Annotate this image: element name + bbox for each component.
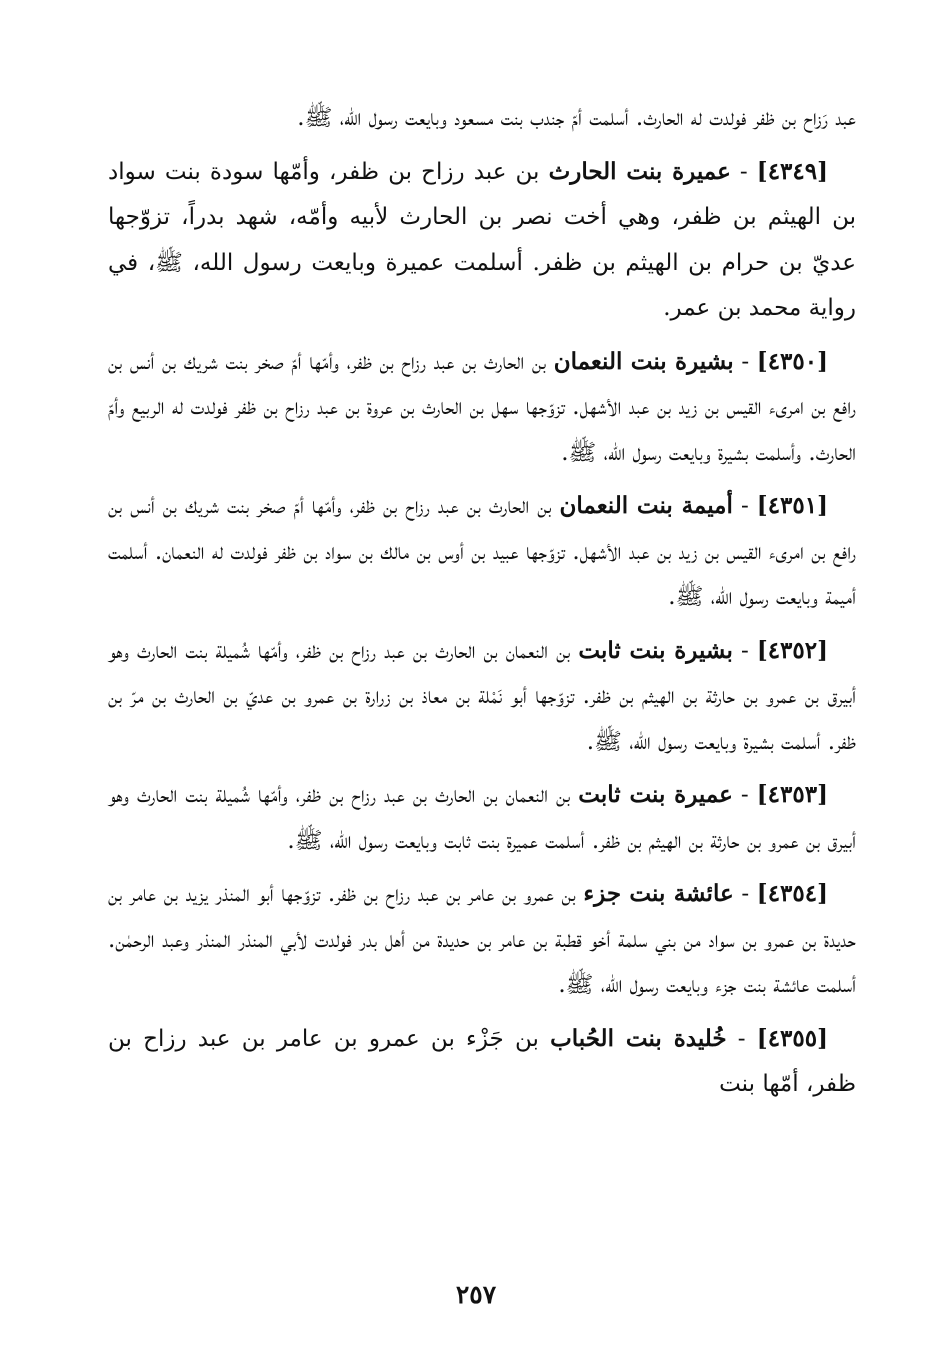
entry-body: بن النعمان بن الحارث بن عبد رزاح بن ظفر، وأمّها شُميلة بنت الحارث وهو أبيرق بن عمرو بن حارثة بن الهيثم بن ظفر. تزوّجها أبو نَمْلة بن معاذ بن زرارة بن عمرو بن عديّ بن الحارث بن مرّ بن ظفر. أسلمت بشيرة وبايعت رسول الله، ﷺ. bbox=[108, 637, 856, 755]
entry-number: [٤٣٥٣] bbox=[756, 781, 828, 808]
entry-number: [٤٣٥٢] bbox=[756, 636, 829, 664]
entry-number: [٤٣٤٩] bbox=[756, 157, 828, 185]
entry-name: عميرة بنت الحارث bbox=[548, 157, 731, 185]
entry-name: عميرة بنت ثابت bbox=[578, 781, 733, 808]
entry-4350: [٤٣٥٠] - بشيرة بنت النعمان بن الحارث بن عبد رزاح بن ظفر، وأمّها أمّ صخر بنت شريك بن أنس بن رافع بن امرىء القيس بن زيد بن عبد الأشهل. تزوّجها سهل بن الحارث بن عروة بن عبد رزاح بن ظفر فولدت له الربيع وأمّ الحارث. وأسلمت بشيرة وبايعت رسول الله، ﷺ. bbox=[108, 347, 856, 466]
entry-4354: [٤٣٥٤] - عائشة بنت جزء بن عمرو بن عامر بن عبد رزاح بن ظفر. تزوّجها أبو المنذر يزيد بن عامر بن حديدة بن عمرو بن سواد من بني سلمة أخو قطبة بن عامر بن حديدة من أهل بدر فولدت لأبي المنذر المنذر وعبد الرحمٰن. أسلمت عائشة بنت جزء وبايعت رسول الله، ﷺ. bbox=[108, 880, 856, 998]
entry-4352: [٤٣٥٢] - بشيرة بنت ثابت بن النعمان بن الحارث بن عبد رزاح بن ظفر، وأمّها شُميلة بنت الحارث وهو أبيرق بن عمرو بن حارثة بن الهيثم بن ظفر. تزوّجها أبو نَمْلة بن معاذ بن زرارة بن عمرو بن عديّ بن الحارث بن مرّ بن ظفر. أسلمت بشيرة وبايعت رسول الله، ﷺ. bbox=[108, 636, 856, 755]
entry-number: [٤٣٥٤] bbox=[756, 880, 828, 907]
entry-name: أميمة بنت النعمان bbox=[559, 492, 733, 519]
entry-body: بن عبد رزاح بن ظفر، وأمّها سودة بنت سواد بن الهيثم بن ظفر، وهي أخت نصر بن الحارث لأبيه وأمّه، شهد بدراً، تزوّجها عديّ بن حرام بن الهيثم بن ظفر. أسلمت عميرة وبايعت رسول الله، ﷺ، في رواية محمد بن عمر. bbox=[108, 158, 856, 321]
entry-name: عائشة بنت جزء bbox=[583, 880, 734, 907]
entry-body: بن عمرو بن عامر بن عبد رزاح بن ظفر. تزوّجها أبو المنذر يزيد بن عامر بن حديدة بن عمرو بن سواد من بني سلمة أخو قطبة بن عامر بن حديدة من أهل بدر فولدت لأبي المنذر المنذر وعبد الرحمٰن. أسلمت عائشة بنت جزء وبايعت رسول الله، ﷺ. bbox=[108, 881, 856, 998]
paragraph-body: عبد رَزاح بن ظفر فولدت له الحارث. أسلمت أمّ جندب بنت مسعود وبايعت رسول الله، ﷺ. bbox=[297, 105, 856, 131]
entry-name: بشيرة بنت ثابت bbox=[578, 636, 733, 664]
entry-body: بن النعمان بن الحارث بن عبد رزاح بن ظفر، وأمّها شُميلة بنت الحارث وهو أبيرق بن عمرو بن حارثة بن الهيثم بن ظفر. أسلمت عميرة بنت ثابت وبايعت رسول الله، ﷺ. bbox=[108, 782, 856, 854]
page-text bbox=[108, 96, 856, 1108]
entry-4355: [٤٣٥٥] - خُليدة بنت الحُباب بن جَزْء بن عمرو بن عامر بن عبد رزاح بن ظفر، أمّها بنت bbox=[108, 1024, 856, 1097]
page-number: ٢٥٧ bbox=[455, 1280, 497, 1309]
entry-4349: [٤٣٤٩] - عميرة بنت الحارث بن عبد رزاح بن ظفر، وأمّها سودة بنت سواد بن الهيثم بن ظفر، وهي أخت نصر بن الحارث لأبيه وأمّه، شهد بدراً، تزوّجها عديّ بن حرام بن الهيثم بن ظفر. أسلمت عميرة وبايعت رسول الله، ﷺ، في رواية محمد بن عمر. bbox=[108, 157, 856, 321]
entry-4353: [٤٣٥٣] - عميرة بنت ثابت بن النعمان بن الحارث بن عبد رزاح بن ظفر، وأمّها شُميلة بنت الحارث وهو أبيرق بن عمرو بن حارثة بن الهيثم بن ظفر. أسلمت عميرة بنت ثابت وبايعت رسول الله، ﷺ. bbox=[108, 781, 856, 854]
entry-4351: [٤٣٥١] - أميمة بنت النعمان بن الحارث بن عبد رزاح بن ظفر، وأمّها أمّ صخر بنت شريك بن أنس بن رافع بن امرىء القيس بن زيد بن عبد الأشهل. تزوّجها عبيد بن أوس بن مالك بن سواد بن ظفر فولدت له النعمان. أسلمت أميمة وبايعت رسول الله، ﷺ. bbox=[108, 492, 856, 610]
entry-name: خُليدة بنت الحُباب bbox=[550, 1024, 727, 1052]
entry-body: بن جَزْء بن عمرو بن عامر بن عبد رزاح بن ظفر، أمّها بنت bbox=[108, 1025, 856, 1097]
paragraph bbox=[108, 96, 856, 142]
entry-number: [٤٣٥٥] bbox=[756, 1024, 828, 1052]
entry-name: بشيرة بنت النعمان bbox=[553, 347, 734, 375]
entry-body: بن الحارث بن عبد رزاح بن ظفر، وأمّها أمّ صخر بنت شريك بن أنس بن رافع بن امرىء القيس بن زيد بن عبد الأشهل. تزوّجها عبيد بن أوس بن مالك بن سواد بن ظفر فولدت له النعمان. أسلمت أميمة وبايعت رسول الله، ﷺ. bbox=[108, 493, 856, 610]
entry-number: [٤٣٥١] bbox=[756, 492, 828, 519]
entry-body: بن الحارث بن عبد رزاح بن ظفر، وأمّها أمّ صخر بنت شريك بن أنس بن رافع بن امرىء القيس بن زيد بن عبد الأشهل. تزوّجها سهل بن الحارث بن عروة بن عبد رزاح بن ظفر فولدت له الربيع وأمّ الحارث. وأسلمت بشيرة وبايعت رسول الله، ﷺ. bbox=[108, 348, 856, 466]
entry-number: [٤٣٥٠] bbox=[756, 347, 828, 375]
